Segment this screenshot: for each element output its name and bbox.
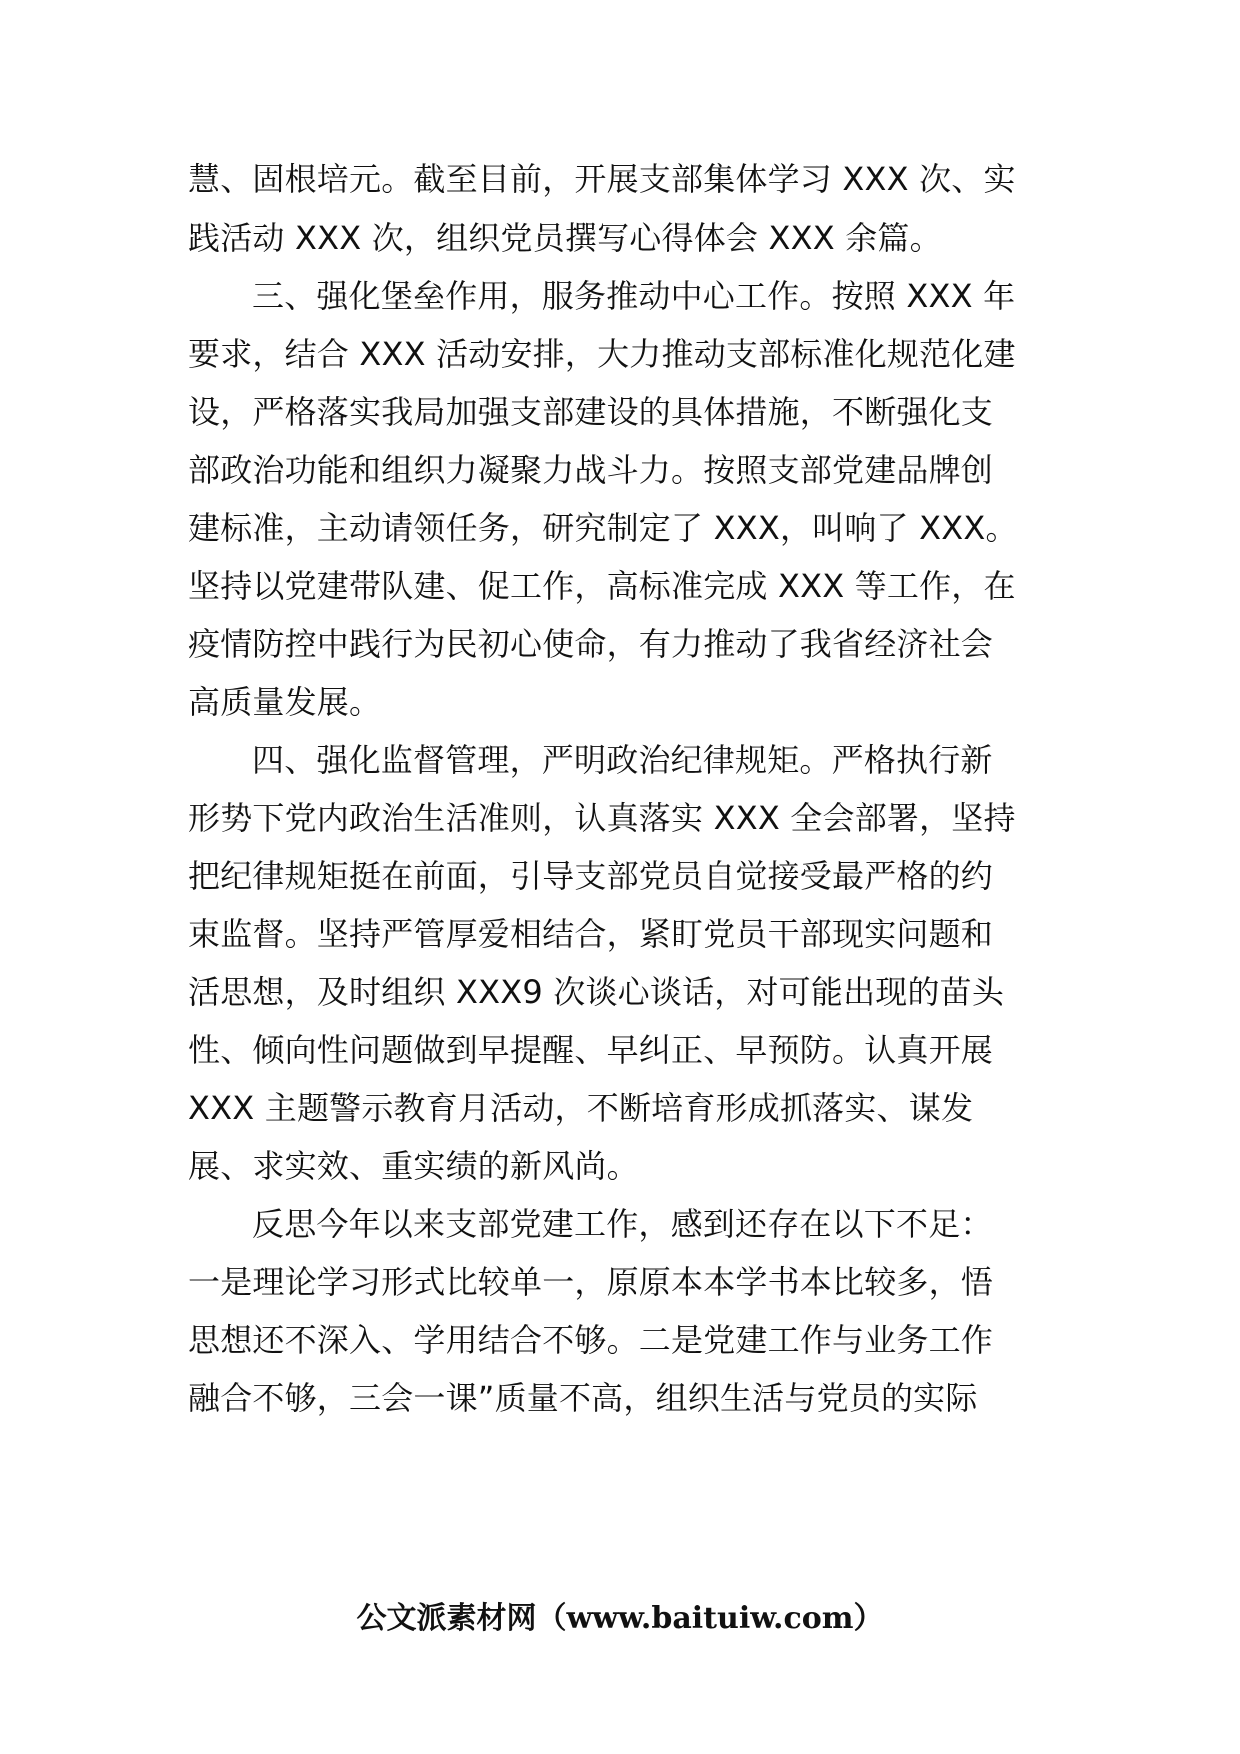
section-heading-line: 三、强化堡垒作用，服务推动中心工作。按照 XXX 年 bbox=[252, 277, 1016, 315]
section-heading-line: 四、强化监督管理，严明政治纪律规矩。严格执行新 bbox=[252, 741, 993, 779]
text-line: 践活动 XXX 次，组织党员撰写心得体会 XXX 余篇。 bbox=[188, 219, 942, 257]
text-line: 慧、固根培元。截至目前，开展支部集体学习 XXX 次、实 bbox=[188, 160, 1016, 198]
text-line: 把纪律规矩挺在前面，引导支部党员自觉接受最严格的约 bbox=[188, 857, 994, 895]
text-line: 活思想，及时组织 XXX9 次谈心谈话，对可能出现的苗头 bbox=[188, 973, 1005, 1011]
text-line: 展、求实效、重实绩的新风尚。 bbox=[188, 1147, 639, 1185]
text-line: 形势下党内政治生活准则，认真落实 XXX 全会部署，坚持 bbox=[188, 799, 1016, 837]
text-line: 束监督。坚持严管厚爱相结合，紧盯党员干部现实问题和 bbox=[188, 915, 994, 953]
page-footer: 公文派素材网（www.baituiw.com） bbox=[356, 1601, 884, 1636]
text-line: 一是理论学习形式比较单一，原原本本学书本比较多，悟 bbox=[188, 1263, 994, 1301]
text-line: XXX 主题警示教育月活动，不断培育形成抓落实、谋发 bbox=[188, 1089, 974, 1127]
text-line: 思想还不深入、学用结合不够。二是党建工作与业务工作 bbox=[188, 1321, 994, 1359]
text-line: 部政治功能和组织力凝聚力战斗力。按照支部党建品牌创 bbox=[188, 451, 994, 489]
text-line: 要求，结合 XXX 活动安排，大力推动支部标准化规范化建 bbox=[188, 335, 1016, 373]
text-line: 融合不够，三会一课”质量不高，组织生活与党员的实际 bbox=[188, 1379, 978, 1417]
text-line: 建标准，主动请领任务，研究制定了 XXX，叫响了 XXX。 bbox=[188, 509, 1018, 547]
text-line: 疫情防控中践行为民初心使命，有力推动了我省经济社会 bbox=[188, 625, 994, 663]
text-line: 性、倾向性问题做到早提醒、早纠正、早预防。认真开展 bbox=[188, 1031, 994, 1069]
text-line: 坚持以党建带队建、促工作，高标准完成 XXX 等工作，在 bbox=[188, 567, 1016, 605]
text-line: 设，严格落实我局加强支部建设的具体措施，不断强化支 bbox=[188, 393, 994, 431]
paragraph-start-line: 反思今年以来支部党建工作，感到还存在以下不足： bbox=[252, 1205, 993, 1243]
text-line: 高质量发展。 bbox=[188, 683, 382, 721]
